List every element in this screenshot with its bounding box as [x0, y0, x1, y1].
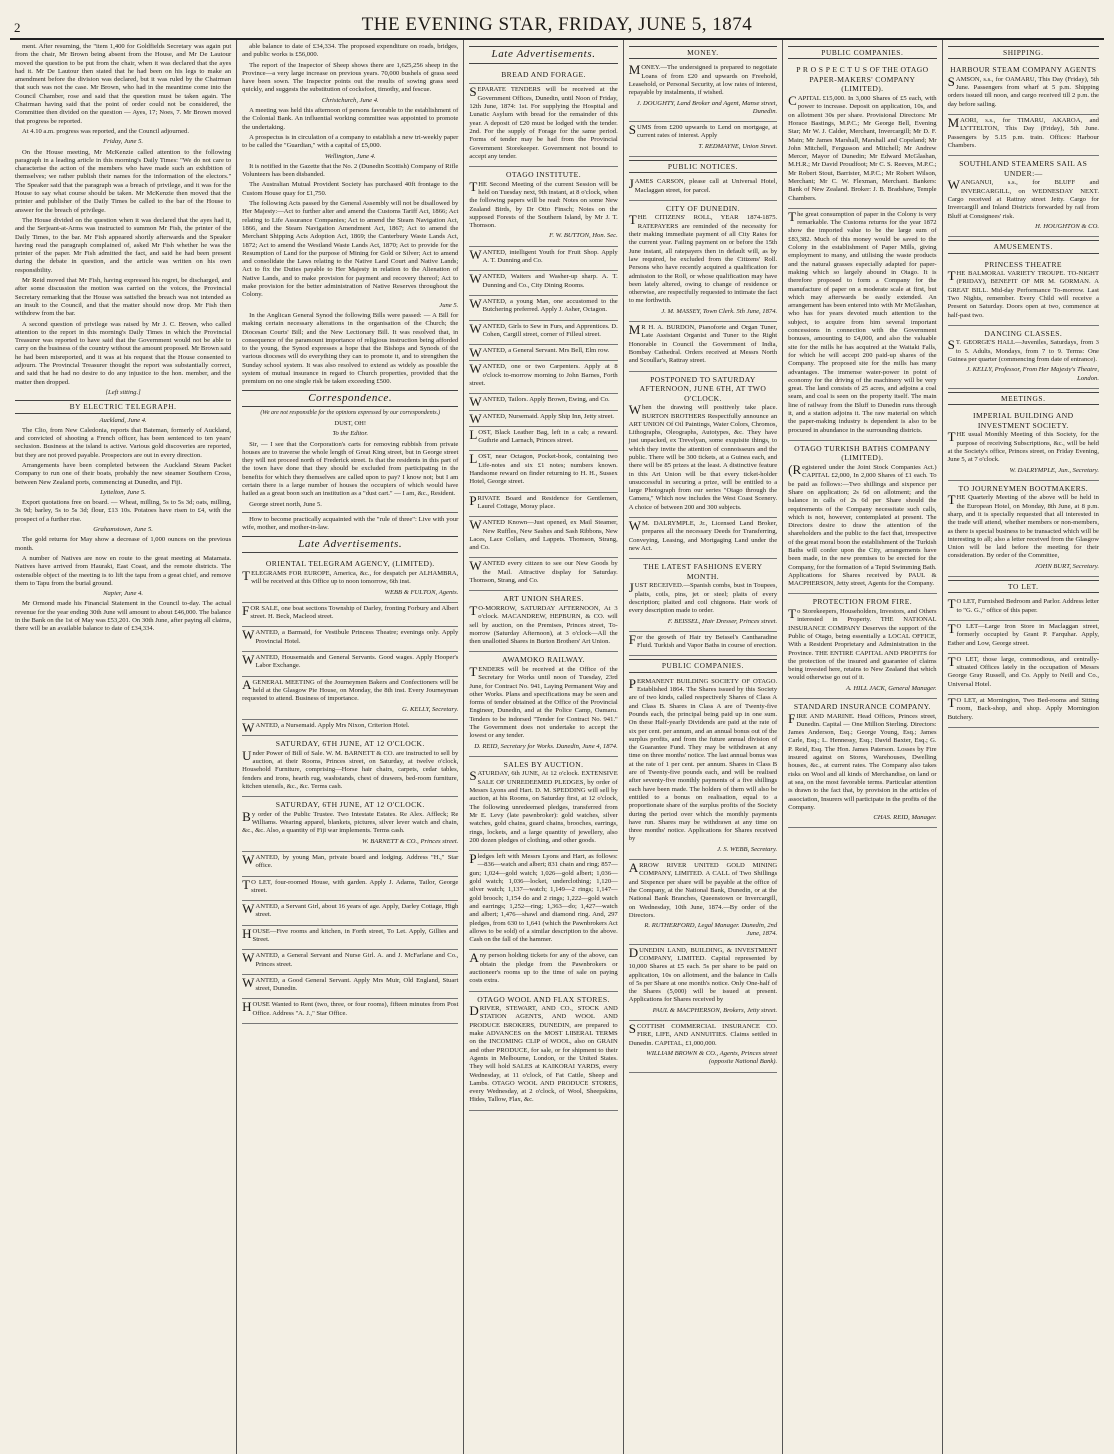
advertisement — [469, 427, 617, 452]
advertisement — [469, 321, 617, 346]
ad-signature: R. RUTHERFORD, Legal Manager. Dunedin, 2nd June, 1874. — [644, 922, 778, 938]
advertisement — [469, 757, 617, 851]
ad-signature: WILLIAM BROWN & CO., Agents, Princes street (opposite National Bank). — [646, 1049, 778, 1066]
ad-body: FIRE AND MARINE. Head Offices, Princes street, Dunedin. Capital — One Million Sterling. Directors: James Anderson, Esq.; George Young, Esq.; James Carle, Esq.; L. Hennessy, Esq.; David Baxter, Esq.; G. P. Reid, Esq. The Hon. James Paterson. Losses by Fire insured against on Stores, Warehouses, Dwelling houses, &c., at current rates. The Company also takes risks on Wool and all kinds of Merchandise, on land or at sea, on the most favorable terms. Particular attention is drawn to the fact that, by provision in the articles of association, Insurers will participate in the profits of the Company. — [788, 710, 937, 811]
column-1 — [10, 40, 237, 1454]
ad-body: By order of the Public Trustee. Two Intestate Estates. Re Alex. Affleck; Re Williams. Wearing apparel, blankets, pictures, silver lever watch and chain, &c., &c. Also, a quantity of Fiji war implements. Terms cash. — [242, 808, 459, 835]
article-paragraph: At 4.10 a.m. progress was reported, and the Council adjourned. — [22, 127, 190, 135]
article-paragraph: A second question of privilege was raised by Mr J. C. Brown, who called attention to the report in this morning's Daily Times in which the Provincial Treasurer was reported to have said that the Government would not be able to carry on the business of the country without the amount proposed. Mr Brown said he had been misreported, and it was at his request that the House consented to adjourn. The Provincial Treasurer thought the report was substantially correct, and said that he had no desire to do any injustice to the hon. member, and the matter then dropped. — [15, 320, 232, 386]
article-paragraph: A number of Natives are now en route to the great meeting at Matamata. Natives have arrived from Hauraki, East Coast, and the remote districts. The ostensible object of the meeting is to lift the tapu from a great chief, and remove them to Tapu from the burial ground. — [15, 554, 232, 587]
advertisement — [469, 950, 617, 991]
ad-body: JAMES CARSON, please call at Universal Hotel, Maclaggan street, for parcel. — [628, 176, 778, 194]
section-heading-public-companies: PUBLIC COMPANIES. — [629, 659, 777, 672]
section-heading-to-let: TO LET. — [948, 580, 1099, 593]
editorial-note: (We are not responsible for the opinions expressed by our correspondents.) — [260, 410, 441, 417]
advertisement — [242, 926, 458, 951]
ad-body: TENDERS will be received at the Office of the Secretary for Works until noon of Tuesday, 23rd June, for Contract No. 941, Laying Permanent Way and other Works. Plans and specifications may be seen and forms of tender obtained at the Office of the Provincial Engineer, Dunedin, and at the Police Camp, Oamaru. Tenders to be indorsed "Tender for Contract No. 941." The Government does not undertake to accept the lowest or any tender. — [469, 663, 618, 740]
ad-body: SAMSON, s.s., for OAMARU, This Day (Friday), 5th June. Passengers from wharf at 5 p.m. Shipping orders issued till noon, and cargo received till 2 p.m. the day before sailing. — [947, 73, 1099, 108]
ad-signature: WEBB & FULTON, Agents. — [384, 588, 459, 596]
ad-body: THE BALMORAL VARIETY TROUPE. TO-NIGHT (FRIDAY), BENEFIT OF MR M. GORMAN. A GREAT BILL. Mid-day Performance To-morrow. Last Two Nights, remember. Every Child will receive a Present on Saturday. Doors open at two, commence at half-past two. — [947, 268, 1099, 319]
ad-list — [948, 62, 1099, 237]
ad-body: WANGANUI, s.s., for BLUFF and INVERCARGILL, on WEDNESDAY NEXT. Cargo received at Rattray street Jetty. Cargo for Invercargill and Inland Districts forwarded by rail from Bluff at Consignees' risk. — [947, 177, 1099, 220]
left-sitting-note: [Left sitting.] — [105, 388, 141, 396]
ad-head: TO JOURNEYMEN BOOTMAKERS. — [958, 483, 1089, 493]
advertisement — [469, 517, 617, 558]
columns — [10, 40, 1104, 1454]
advertisement — [242, 677, 458, 720]
dateline: Lyttelton, June 5. — [100, 488, 146, 496]
ad-head: IMPERIAL BUILDING AND INVESTMENT SOCIETY. — [973, 411, 1074, 430]
advertisement — [948, 481, 1099, 577]
ad-body: For the growth of Hair try Beissel's Cantharadine Fluid. Turkish and Vapor Baths in course of erection. — [628, 631, 778, 650]
ad-body: MONEY.—The undersigned is prepared to negotiate Loans of from £20 and upwards on Freehold, Leasehold, or Personal Security, at low rates of interest, repayable by instalments, if wished. — [628, 62, 778, 97]
masthead — [10, 8, 1104, 40]
advertisement — [469, 296, 617, 321]
advertisement — [469, 451, 617, 492]
dateline: Auckland, June 4. — [99, 416, 147, 424]
ad-body: WANTED, Girls to Sew in Furs, and Apprentices. D. Cohen, Cargill street, corner of Filleul street. — [469, 320, 618, 338]
ad-body: LOST, near Octagon, Pocket-book, containing two Life-notes and six £1 notes; numbers known. Handsome reward on finder returning to H. H., Sussex Hotel, George street. — [469, 451, 618, 486]
ad-body: When the drawing will positively take place. BURTON BROTHERS Respectfully announce an ART UNION Of Oil Paintings, Water Colors, Chromos, Lithographs, Oleographs, Autotypes, &c. They have just unpacked, ex Trevelyan, some exquisite things, to which they invite the attention of connoisseurs and the public. There will be 300 tickets, at a Guinea each, and there will be 85 prizes at the least. A distinctive feature in this Art Union will be that every ticket-holder unsuccessful in securing a prize, will be entitled to a large Photograph from our series "Otago through the Camera," Which now includes the West Coast Scenery. A choice of between 200 and 300 subjects. — [628, 402, 778, 511]
advertisement — [788, 441, 936, 595]
advertisement — [242, 852, 458, 877]
article-paragraph: On the House meeting, Mr McKenzie called attention to the following paragraph in a leading article in this morning's Daily Times: "We do not care to characterise the action of the members who have made such an exhibition of themselves; we rather publish their names for the information of the electors." The Speaker said that the paragraph was a breach of privilege, and it was for the House to say what course should be taken. Mr McKenzie then moved that the printer and publisher of the Daily Times be called to the bar of the House to answer for the breach of privilege. — [15, 148, 232, 214]
advertisement — [629, 372, 777, 519]
ad-body: WANTED, a young Man, one accustomed to the Butchering preferred. Apply J. Asher, Octagon. — [469, 295, 618, 314]
ad-list — [948, 408, 1099, 577]
advertisement — [629, 201, 777, 322]
article-paragraph: The Clio, from New Caledonia, reports that Bateman, formerly of Auckland, and convicted of shooting a French officer, has been sentenced to ten years' seclusion. Business at the island is active. Various gold discoveries are reported, but they are not proved payable. Prospectors are out in every direction. — [15, 426, 232, 459]
dateline: Christchurch, June 4. — [321, 96, 379, 104]
advertisement — [469, 84, 617, 167]
advertisement — [242, 950, 458, 975]
ad-head: OTAGO TURKISH BATHS COMPANY (LIMITED). — [794, 443, 931, 463]
ad-head: THE LATEST FASHIONS EVERY MONTH. — [643, 562, 763, 581]
ad-body: TO LET—Large Iron Store in Maclaggan street, formerly occupied by Grant P. Farquhar. Apply, Esther and Low, George street. — [947, 620, 1099, 647]
section-heading-late-ads: Late Advertisements. — [242, 536, 458, 554]
ad-body: SEPARATE TENDERS will be received at the Government Offices, Dunedin, until Noon of Friday, 12th June, 1874: 1st. For supplying the Hospital and Lunatic Asylum with bread for the remainder of this year. A deposit of £20 must be lodged with the tender. 2nd. For the supply of Forage for the same period. Forms of tender may be had from the Provincial Government Storekeeper. Government not bound to accept any tender. — [469, 84, 618, 160]
section-heading-public-notices: PUBLIC NOTICES. — [629, 160, 777, 173]
ad-head: STANDARD INSURANCE COMPANY. — [793, 702, 931, 711]
section-heading-telegraph: BY ELECTRIC TELEGRAPH. — [15, 400, 231, 413]
advertisement — [469, 394, 617, 410]
article-paragraph: In the Anglican General Synod the following Bills were passed: — A Bill for making certain necessary alterations in the organisation of the Church; the Diocesan Courts' Bill; and the New Lectionary Bill. It was resolved that, in consequence of the paramount importance of religious instruction being afforded to the young, the Synod expresses a hope that the Bishops and Synods of the various dioceses will do everything they can to promote it, and to strengthen the Sunday school system. It was also resolved to extend as widely as possible the system of mutual insurance in regard to Church properties, provided that the premium on no one single risk be taken exceeding £500. — [242, 311, 459, 386]
ad-body: MR H. A. BURDON, Pianoforte and Organ Tuner, Late Assistant Organist and Tuner to the Right Honorable in Council the Government of India, Bombay Cathedral. Orders received at Messrs North and Scoullar's, Rattray street. — [628, 322, 778, 365]
section-heading-meetings: MEETINGS. — [948, 392, 1099, 405]
ad-signature: G. KELLY, Secretary. — [401, 705, 459, 713]
ad-body: TO LET, at Mornington, Two Bed-rooms and Sitting room, Back-shop, and shop. Apply Mornington Butchery. — [947, 695, 1099, 721]
ad-head: ORIENTAL TELEGRAM AGENCY, (LIMITED). — [265, 559, 435, 569]
ad-list — [242, 556, 458, 1024]
ad-head: DANCING CLASSES. — [984, 328, 1063, 338]
article-paragraph: How to become practically acquainted with the "rule of three": Live with your wife, mother, and mother-in-law. — [242, 515, 459, 532]
advertisement — [469, 271, 617, 296]
newspaper-title: THE EVENING STAR, FRIDAY, JUNE 5, 1874 — [361, 14, 753, 35]
article-paragraph: The Australian Mutual Provident Society has purchased 40ft frontage to the Custom House quay for £1,750. — [242, 181, 459, 197]
ad-signature: T. REDMAYNE, Union Street. — [698, 142, 778, 150]
article-paragraph: Arrangements have been completed between the Auckland Steam Packet Company to run one of their boats, probably the new steamer Southern Cross, between New Zealand ports, commencing at Dunedin, and Fiji. — [15, 461, 232, 486]
advertisement — [629, 62, 777, 122]
section-heading-shipping: SHIPPING. — [948, 46, 1099, 59]
ad-body: AGENERAL MEETING of the Journeymen Bakers and Confectioners will be held at the Glasgow Pie House, on Monday, the 8th inst. Every Journeyman requested to attend. Business of importance. — [242, 676, 459, 703]
advertisement — [242, 901, 458, 926]
advertisement — [948, 654, 1099, 695]
ad-body: CAPITAL £15,000. In 3,000 Shares of £5 each, with power to increase. Deposit on application, 10s, and on allotment 30s per share. Provisional Directors: Mr Horace Bastings, M.P.C.; Mr George Bell, Evening Star; Mr W. J. Calder, Merchant, Invercargill; Mr D. F. Main; Mr James Marshall, Marshall and Copeland; Mr John Mitchell, Fergusson and Mitchell; Mr Andrew Mercer, Mayor of Dunedin; Mr Edward McGlashan, M.H.R.; Mr David Proudfoot; Mr C. S. Reeves, M.P.C.; Mr Robert Stout, Barrister, M.P.C.; Mr Robert Wilson, Merchant; Mr C. W. Flexman, Merchant. Bankers: Bank of New Zealand. Broker: J. B. Bradshaw, Temple Chambers. — [788, 93, 937, 202]
advertisement — [469, 992, 617, 1111]
letter-dateline: George street north, June 5. — [249, 500, 322, 508]
advertisement — [948, 62, 1099, 115]
ad-signature: CHAS. REID, Manager. — [873, 814, 937, 822]
advertisement — [242, 627, 458, 652]
advertisement — [629, 945, 777, 1021]
ad-signature: JOHN BURT, Secretary. — [1034, 562, 1099, 570]
ad-body: WANTED, intelligent Youth for Fruit Shop. Apply A. T. Dunning and Co. — [469, 246, 618, 265]
advertisement — [242, 736, 458, 797]
advertisement — [948, 408, 1099, 481]
ad-list — [948, 596, 1099, 728]
ad-body: SCOTTISH COMMERCIAL INSURANCE CO. FIRE, LIFE, AND ANNUITIES. Claims settled in Dunedin. CAPITAL, £1,000,000. — [628, 1021, 778, 1047]
ad-list — [469, 84, 617, 1110]
ad-body: FOR SALE, one boat sections Township of Darley, fronting Forbury and Albert street. H. Beck, Macleod street. — [242, 602, 459, 621]
ad-head: P R O S P E C T U S OF THE OTAGO PAPER-MAKERS' COMPANY (LIMITED). — [796, 65, 929, 94]
advertisement — [469, 591, 617, 652]
section-heading-late-ads: Late Advertisements. — [469, 46, 617, 64]
ad-body: WANTED, a Good General Servant. Apply Mrs Muir, Old England, Stuart street, Dunedin. — [242, 974, 459, 993]
ad-body: WANTED, a Servant Girl, about 16 years of age. Apply, Darley Cottage, High street. — [242, 901, 459, 919]
column-2 — [237, 40, 464, 1454]
ad-body: To Storekeepers, Householders, Investors, and Others interested in Property. THE NATIONAL INSURANCE COMPANY Deserves the support of the Public of Otago, being essentially a LOCAL OFFICE, With a Resident Proprietary and Administration in the Province. THE ENTIRE CAPITAL AND PROFITS for the protection of the insured and guarantee of claims being invested here, retains to New Zealand that which would otherwise go out of it. — [788, 606, 937, 682]
dateline: June 5. — [439, 301, 459, 309]
advertisement — [629, 518, 777, 559]
advertisement — [469, 411, 617, 427]
article-paragraph: The report of the Inspector of Sheep shows there are 1,625,256 sheep in the Province—a very large increase on previous years. 70,000 bushels of grass seed have been sown. The Inspector points out the results of sowing grass seed quickly, and suggests the substitution of cocksfoot, timothy, and fescue. — [242, 61, 459, 94]
advertisement — [469, 652, 617, 757]
ad-body: SUMS from £200 upwards to Lend on mortgage, at current rates of interest. Apply — [628, 122, 778, 140]
ad-body: WANTED, Nursemaid. Apply Ship Inn, Jetty street. — [469, 410, 615, 426]
advertisement — [242, 797, 458, 852]
page-number: 2 — [14, 20, 21, 35]
column-6 — [943, 40, 1104, 1454]
dateline: Grahamstown, June 5. — [93, 526, 153, 534]
ad-body: WANTED, a General Servant and Nurse Girl. A. and J. McFarlane and Co., Princes street. — [242, 950, 459, 968]
ad-body: Pledges left with Messrs Lyons and Hart, as follows:—836—watch and albert; 831 chain and ring; 857—gun; 1,024—gold watch; 1,026—gold albert; 1,036—gold watch; 1,036—locket, underclothing; 1,120—silver watch; 1,137—watch; 1,149—2 rings; 1,147—gold brooch; 1,154 do and 2 rings; 1,222—gold watch and earrings; 1,252—ring; 1,363—do; 1,427—watch and albert; 1,476—shawl and diamond ring. And, 297 pledges, from 630 to 1,641 (which the Pawnbrokers Act allows to be sold) of a similar description to the above. Cash on the fall of the hammer. — [469, 851, 618, 944]
ad-body: DRIVER, STEWART, AND CO., STOCK AND STATION AGENTS, AND WOOL AND PRODUCE BROKERS, DUNEDIN, are prepared to make ADVANCES on the MOST LIBERAL TERMS on the INCOMING CLIP of WOOL, also on GRAIN and other PRODUCE, for sale, or for shipment to their Agents in Melbourne, London, or the United States. They will hold SALES at KAIKORAI YARDS, every Wednesday, at 11 o'clock, of Fat Cattle, Sheep and Lambs. OTAGO WOOL AND PRODUCE STORES, every Wednesday, at 2 o'clock, of Wool, Sheepskins, Hides, Tallow, Flax, &c. — [469, 1003, 618, 1104]
ad-head: CITY OF DUNEDIN. — [666, 203, 740, 213]
ad-body: TELEGRAMS FOR EUROPE, America, &c., for despatch per ALHAMBRA, will be received at this Office up to noon tomorrow, 6th inst. — [242, 567, 459, 586]
advertisement — [948, 621, 1099, 654]
ad-list — [629, 676, 777, 1073]
ad-head: POSTPONED TO SATURDAY AFTERNOON, JUNE 6TH, AT TWO O'CLOCK. — [639, 374, 767, 403]
advertisement — [242, 975, 458, 1000]
column-4 — [624, 40, 783, 1454]
article-paragraph: ment. After resuming, the "item 1,400 for Goldfields Secretary was again put from the chair, Mr Brown being absent from the House, and Mr De Lautour moved the question to be put from the chair, when it was declared that the ayes had it. Mr De Lautour then stated that he had been on his legs to make an amendment before the division was declared, but it was ruled by the Chairman that such was not the case. Mr Brown, who had in the meantime come into the Council Chamber, rose and said that the question must be taken again. The Chairman having said that the point of order could not be considered, the Committee then divided on the question — Ayes, 17; Noes, 7. Mr Brown moved that progress be reported. — [15, 43, 232, 125]
ad-subheading — [469, 67, 617, 85]
article-paragraph: The following Acts passed by the General Assembly will not be disallowed by Her Majesty:—Act to further alter and amend the Customs Tariff Act, 1866; Act relating to Life Assurance Companies; Act to amend the Steam Navigation Act, 1866, and the Steam Navigation Amendment Act, 1867; Act to amend the Merchant Shipping Acts Adoption Act, 1869; the Canterbury Waste Lands Act, 1872; Act to amend the Westland Waste Lands Act, 1870; Act to provide for the Resumption of Land for the purpose of Mining for Gold or Silver; Act to amend and consolidate the Laws relating to the Native Land Court and Native Lands; Act to fix the Duties payable to Her Majesty in relation to the Alienation of Native Lands, and to make provision for payment and recovery thereof; Act to make provision for the better administration of Native Reserves throughout the Colony. — [242, 200, 459, 299]
advertisement — [948, 115, 1099, 156]
ad-body: THE Quarterly Meeting of the above will be held in the European Hotel, on Monday, 8th June, at 8 p.m. sharp, and it is specially requested that all interested in the trade will attend, whether members or non-members, as there is special business to be transacted which will be interesting to all; also a letter received from the Glasgow Union will be laid before the meeting for their consideration. By order of the Committee, — [947, 492, 1099, 560]
advertisement — [469, 361, 617, 394]
advertisement — [788, 594, 936, 699]
ad-body: THE Second Meeting of the current Session will be held on Tuesday next, 9th instant, at 8 o'clock, when the following papers will be read: Notes on some New Zealand Birds, by Dr Otto Finsch; Notes on the supposed Forests of the Southern Island, by Mr J. T. Thomson. — [469, 178, 618, 230]
column-5 — [783, 40, 942, 1454]
ad-body: MAORI, s.s., for TIMARU, AKAROA, and LYTTELTON, This Day (Friday), 5th June. Passengers by 5.15 p.m. train. Offices: Harbour Chambers. — [947, 115, 1099, 149]
article-paragraph: Mr Ormond made his Financial Statement in the Council to-day. The actual revenue for the year ending 30th June will amount to about £46,000. The balance in the Bank on the 1st of May was £53,201. On 30th June, after paying all claims, there will be an available balance to date of £34,334. — [15, 600, 232, 633]
advertisement — [629, 860, 777, 945]
ad-signature: J. M. MASSEY, Town Clerk. 5th June, 1874. — [661, 307, 778, 315]
ad-signature: PAUL & MACPHERSON, Brokers, Jetty street. — [652, 1006, 778, 1014]
article-paragraph: A prospectus is in circulation of a company to establish a new tri-weekly paper to be called the "Guardian," with a capital of £5,000. — [242, 133, 459, 150]
ad-body: PRIVATE Board and Residence for Gentlemen, Laurel Cottage, Moray place. — [469, 492, 618, 510]
ad-signature: F. W. BUTTON, Hon. Sec. — [549, 232, 618, 240]
advertisement — [788, 62, 936, 209]
advertisement — [629, 676, 777, 860]
ad-head: OTAGO WOOL AND FLAX STORES. — [477, 994, 610, 1004]
letter-body: Sir, — I see that the Corporation's carts for removing rubbish from private houses are to traverse the whole length of Great King street, but in George street they will not proceed north of Frederick street. Is that the residents in this part of the town have done that they should be excluded from participating in the benefits for which they themselves are called upon to pay? I know not; but I am certain there is a large number of houses the occupiers of which would have hailed as a great boon such an institution as a "dust cart." — I am, &c., Resident. — [242, 440, 459, 498]
ad-body: HOUSE—Five rooms and kitchen, in Forth street, To Let. Apply, Gillies and Street. — [242, 925, 459, 943]
advertisement — [948, 695, 1099, 728]
letter-headline: DUST, OH! — [334, 419, 367, 427]
advertisement — [948, 326, 1099, 389]
advertisement — [629, 632, 777, 657]
article-paragraph: Export quotations free on board. — Wheat, milling, 5s to 5s 3d; oats, milling, 3s 9d; barley, 5s to 5s 3d; flour, £13 10s. Potatoes have risen to £4, with the prospect of a further rise. — [15, 499, 232, 523]
ad-body: WM. DALRYMPLE, Jr., Licensed Land Broker, prepares all the necessary Deeds for Transferring, Conveying, Leasing, and Mortgaging Land under the new Act. — [628, 518, 778, 552]
advertisement — [629, 559, 777, 632]
advertisement — [242, 652, 458, 677]
dateline: Napier, June 4. — [103, 590, 144, 598]
ad-head: PRINCESS THEATRE — [984, 259, 1062, 269]
ad-body: WANTED, a Nursemaid. Apply Mrs Nixon, Criterion Hotel. — [242, 719, 410, 735]
ad-signature: J. KELLY, Professor, From Her Majesty's Theatre, London. — [966, 366, 1099, 382]
ad-head: AWAMOKO RAILWAY. — [502, 655, 585, 665]
ad-body: DUNEDIN LAND, BUILDING, & INVESTMENT COMPANY, LIMITED. Capital represented by 10,000 Shares at £5 each. 5s per share to be paid on application, 10s on allotment, and the balance in Calls of 5s per Share at one month's notice. Only One-half of the Shares (5,000) will be issued at present. Applications for Shares received by — [628, 944, 778, 1004]
ad-head: BREAD AND FORAGE. — [501, 69, 586, 79]
ad-body: TO LET, those large, commodious, and centrally-situated Offices lately in the occupation of Messrs George Gray Russell, and Co. Apply to Neill and Co., Universal Hotel. — [947, 653, 1099, 688]
ad-signature: D. REID, Secretary for Works. Dunedin, June 4, 1874. — [474, 742, 618, 750]
ad-signature: J. DOUGHTY, Land Broker and Agent, Manse street, Dunedin. — [636, 99, 778, 115]
ad-body: WANTED, Housemaids and General Servants. Good wages. Apply Hooper's Labor Exchange. — [242, 652, 459, 670]
advertisement — [242, 720, 458, 736]
ad-body: Under Power of Bill of Sale. W. M. BARNETT & CO. are instructed to sell by auction, at their Rooms, Princes street, on Saturday, at twelve o'clock, Household Furniture, comprising—Horse hair chairs, carpets, cedar tables, fenders and irons, hearth rug, washstands, chest of drawers, bed-room furniture, kitchen utensils, &c., &c. Terms cash. — [242, 747, 459, 790]
ad-head: HARBOUR STEAM COMPANY AGENTS — [950, 65, 1097, 75]
ad-head: SATURDAY, 6TH JUNE, AT 12 O'CLOCK. — [275, 800, 425, 810]
ad-body: WANTED, by young Man, private board and lodging. Address "H.," Star office. — [242, 851, 459, 870]
advertisement — [629, 1021, 777, 1072]
advertisement — [242, 877, 458, 902]
advertisement — [629, 322, 777, 371]
ad-body: TO-MORROW, SATURDAY AFTERNOON, At 3 o'clock. MACANDREW, HEPBURN, & CO. will sell by auction, on the Premises, Princes street, To-morrow (Saturday Afternoon), at 3 o'clock—All the then unallotted Shares in Burton Brothers' Art Union. — [469, 602, 618, 646]
ad-body: ST. GEORGE'S HALL—Juveniles, Saturdays, from 3 to 5. Adults, Mondays, from 7 to 9. Terms: One Guinea per quarter (commencing from date of entrance). — [947, 337, 1099, 363]
advertisement — [469, 493, 617, 518]
ad-list — [629, 62, 777, 157]
dateline: Friday, June 5. — [103, 138, 144, 146]
ad-body: LOST, Black Leather Bag, left in a cab; a reward. Guthrie and Larnach, Princes street. — [469, 426, 618, 445]
article-paragraph: able balance to date of £34,334. The proposed expenditure on roads, bridges, and public works is £56,000. — [242, 43, 459, 59]
advertisement — [948, 596, 1099, 621]
divider — [242, 512, 458, 513]
article-paragraph: Mr Reid moved that Mr Fish, having expressed his regret, be discharged, and after some discussion the motion was carried on the voices, the Provincial Secretary remarking that the House was satisfied the breach was not intended as an insult to the Council, and that the matter should now drop. Mr Fish then withdrew from the bar. — [15, 277, 232, 318]
ad-signature: F. BEISSEL, Hair Dresser, Princes street. — [667, 617, 778, 625]
advertisement — [469, 851, 617, 950]
ad-head: SATURDAY, 6TH JUNE, AT 12 O'CLOCK. — [275, 739, 425, 749]
column-3 — [464, 40, 623, 1454]
ad-signature: H. HOUGHTON & CO. — [1035, 222, 1099, 230]
article-paragraph: The gold returns for May show a decrease of 1,000 ounces on the previous month. — [15, 536, 232, 552]
ad-body: WANTED every citizen to see our New Goods by the Mail. Attractive display for Saturday. Thomson, Strang, and Co. — [469, 558, 618, 585]
ad-signature: W. BARNETT & CO., Princes street. — [362, 837, 459, 845]
letter-salutation: To the Editor. — [332, 430, 368, 438]
advertisement — [242, 603, 458, 628]
advertisement — [242, 556, 458, 602]
advertisement — [629, 176, 777, 201]
section-heading-amusements: AMUSEMENTS. — [948, 240, 1099, 253]
advertisement — [469, 247, 617, 272]
advertisement — [242, 999, 458, 1024]
ad-body: THE usual Monthly Meeting of this Society, for the purpose of receiving Subscriptions, &c., will be held at the Society's office, Princes street, on Friday Evening, June 5, at 7 o'clock. — [947, 429, 1099, 464]
ad-body: PERMANENT BUILDING SOCIETY OF OTAGO. Established 1864. The Shares issued by this Society are of two kinds, called respectively Shares of Class A and Class B. Shares in Class A are of Twenty-five Pounds each, the principal being paid up in one sum. On these Half-yearly Dividends are paid at the rate of six per cent. per annum, and an annual bonus out of the surplus profits, and from the future annual division of the Guarantee Fund. They may be withdrawn at any time on three months' notice. The last annual bonus was at the rate of 1 per cent. per annum. Shares in Class B are of Twenty-five pounds each, and will be realised after seventy-five monthly payments of a five shillings each have been made. The holders of them will also be entitled to a bonus on realisation, equal to a proportionate share of the surplus profits of the Society during the period over which the monthly payments have run. Shares may be withdrawn at any time on three months' notice. Applications for Shares received by — [628, 675, 778, 843]
advertisement — [629, 122, 777, 157]
ad-body: WANTED Known—Just opened, ex Mail Steamer, New Ruffles, New Sashes and Sash Ribbons, New Laces, Lace Collars, and Lappets. Thomson, Strang, and Co. — [469, 517, 618, 552]
ad-body: THE CITIZENS' ROLL, YEAR 1874-1875. RATEPAYERS are reminded of the necessity for their making immediate payment of all City Rates for the current year. Failing payment on or before the 15th June instant, all ratepayers then in default will, as by law required, be excluded from the Citizens' Roll. Persons who have recently acquired a qualification for admission to the Roll, or whose qualification may have been lately altered, owing to change of residence or otherwise, are respectfully requested to intimate the fact to me forthwith. — [628, 212, 778, 305]
ad-body: SATURDAY, 6th JUNE, At 12 o'clock. EXTENSIVE SALE OF UNREDEEMED PLEDGES, by order of Messrs Lyons and Hart. D. M. SPEDDING will sell by auction, at his Rooms, on Saturday first, at 12 o'clock, The following unredeemed pledges, transferred from Mr E. Levy (late pawnbroker): gold watches, silver watches, gold chains, guard chains, brooches, earrings, rings, lockets, and a large quantity of jewellery, also 200 dozen pledges of clothing, and other goods. — [469, 768, 618, 844]
advertisement — [948, 257, 1099, 326]
ad-body: WANTED, Waiters and Washer-up sharp. A. T. Dunning and Co., City Dining Rooms. — [469, 271, 618, 289]
ad-signature: J. S. WEBB, Secretary. — [717, 845, 778, 853]
ad-head: OTAGO INSTITUTE. — [506, 170, 581, 180]
section-heading-correspondence: Correspondence. — [242, 390, 458, 408]
article-paragraph: A meeting was held this afternoon of persons favorable to the establishment of the Colonial Bank. An influential working committee was appointed to promote the undertaking. — [242, 107, 459, 131]
advertisement — [788, 209, 936, 441]
article-paragraph: It is notified in the Gazette that the No. 2 (Dunedin Scottish) Company of Rifle Volunteers has been disbanded. — [242, 162, 459, 179]
ad-list — [629, 176, 777, 656]
ad-body: (Registered under the Joint Stock Companies Act.) CAPITAL £2,000, In 2,000 Shares of £1 each. To be paid as follows:—Two shillings and sixpence per Share on application; 2s 6d on allotment; and the balance in calls of 2s 6d per Share should the requirements of the Company necessitate such calls, which is not, however, contemplated at present. The Directors desire to draw the attention of the shareholders and the public to the fact that, irrespective of the great moral boon the establishment of the Turkish Baths will confer upon the City, arrangements have been made, in the new premises to be erected for the Company, for the formation of a Tepid Swimming Bath. Applications for Shares received by PAUL & MACPHERSON, Jetty street, Agents for the Company. — [788, 462, 937, 588]
ad-body: WANTED, Tailors. Apply Brown, Ewing, and Co. — [469, 394, 610, 410]
ad-head: PROTECTION FROM FIRE. — [812, 597, 913, 607]
ad-body: WANTED, a Barmaid, for Vestibule Princess Theatre; evenings only. Apply Provincial Hotel. — [242, 627, 459, 645]
ad-body: ARROW RIVER UNITED GOLD MINING COMPANY, LIMITED. A CALL of Two Shillings and Sixpence per share will be payable at the office of the Company, at the National Bank, Dunedin, or at the National Bank Branches, Queenstown or Invercargill, on Wednesday, 10th June, 1874.—By order of the Directors. — [628, 860, 778, 919]
advertisement — [948, 156, 1099, 237]
ad-head: SOUTHLAND STEAMERS SAIL AS UNDER:— — [959, 159, 1088, 178]
ad-body: WANTED, a General Servant. Mrs Bell, Elm row. — [469, 345, 610, 361]
ad-head: ART UNION SHARES. — [503, 594, 584, 604]
ad-body: HOUSE Wanted to Rent (two, three, or four rooms), fifteen minutes from Post Office. Address "A. J.," Star Office. — [242, 999, 459, 1017]
ad-body: WANTED, one or two Carpenters. Apply at 8 o'clock to-morrow morning to John Barnes, Forth street. — [469, 361, 618, 387]
ad-list — [948, 257, 1099, 389]
advertisement — [788, 699, 936, 828]
section-heading-money: MONEY. — [629, 46, 777, 59]
ad-head: SALES BY AUCTION. — [503, 759, 584, 769]
article-paragraph: The House divided on the question when it was declared that the ayes had it, and the Serjeant-at-Arms was instructed to summon Mr Fish, the printer of the Daily Times, to the bar. Mr Fish appeared shortly afterwards and the Speaker having read the paragraph complained of, asked Mr Fish whether he was the printer of the paper. Mr Fish admitted the fact, and said he had been present during the debate in question, and the article was written on his own responsibility. — [15, 216, 232, 274]
ad-signature: W. DALRYMPLE, Jun., Secretary. — [1009, 466, 1099, 474]
ad-body: TO LET, four-roomed House, with garden. Apply J. Adams, Tailor, George street. — [242, 876, 459, 894]
ad-signature: A. HILL JACK, General Manager. — [846, 684, 937, 692]
dateline: Wellington, June 4. — [324, 152, 376, 160]
ad-body: Any person holding tickets for any of the above, can obtain the pledge from the Pawnbrokers or auctioneer's rooms up to the time of sale on paying costs extra. — [469, 950, 618, 985]
advertisement — [469, 167, 617, 247]
ad-list — [788, 62, 936, 828]
ad-body: JUST RECEIVED.—Spanish combs, bust in Toupees, plaits, coils, pins, jet or steel; plaits of every description; plaited and coil chignons. Hair work of every description made to order. — [628, 580, 778, 615]
ad-body: TO LET, Furnished Bedroom and Parlor. Address letter to "G. G.," office of this paper. — [947, 596, 1099, 614]
advertisement — [469, 345, 617, 361]
advertisement — [469, 558, 617, 591]
section-heading-public-companies: PUBLIC COMPANIES. — [788, 46, 936, 59]
ad-body: The great consumption of paper in the Colony is very remarkable. The Customs returns for the year 1872 show the imported value to be the large sum of £83,382. Much of this money would be saved to the Colony in the establishment of Paper Mills, giving employment to many, and utilising the waste products and the natural grasses especially adapted for paper-making which so largely abound in Otago. It is therefore proposed to form a Company for the manufacture of paper on a moderate scale at first, but which may afterwards be easily extended. An arrangement has been entered into with Mr McGlashan, who has for years devoted much attention to the subject, to acquire from him several important concessions in connection with the Government bonuses, amounting to £4,000, and also the valuable site for the mills he has acquired at the Waitaki Falls, for which he will accept 200 paid-up shares of the Company. The proposed site for the mills has many advantages. The immense water-power in point of economy for the driving of the machinery will be very great. The land consists of 25 acres, and adjoins a coal seam, and coal is seen on the property itself. The main line of railway from the Bluff to Dunedin runs through it, and a station adjoins it. The raw material on which the paper-making industry is dependent is also to be procured in abundance in the surrounding districts. — [788, 208, 937, 434]
